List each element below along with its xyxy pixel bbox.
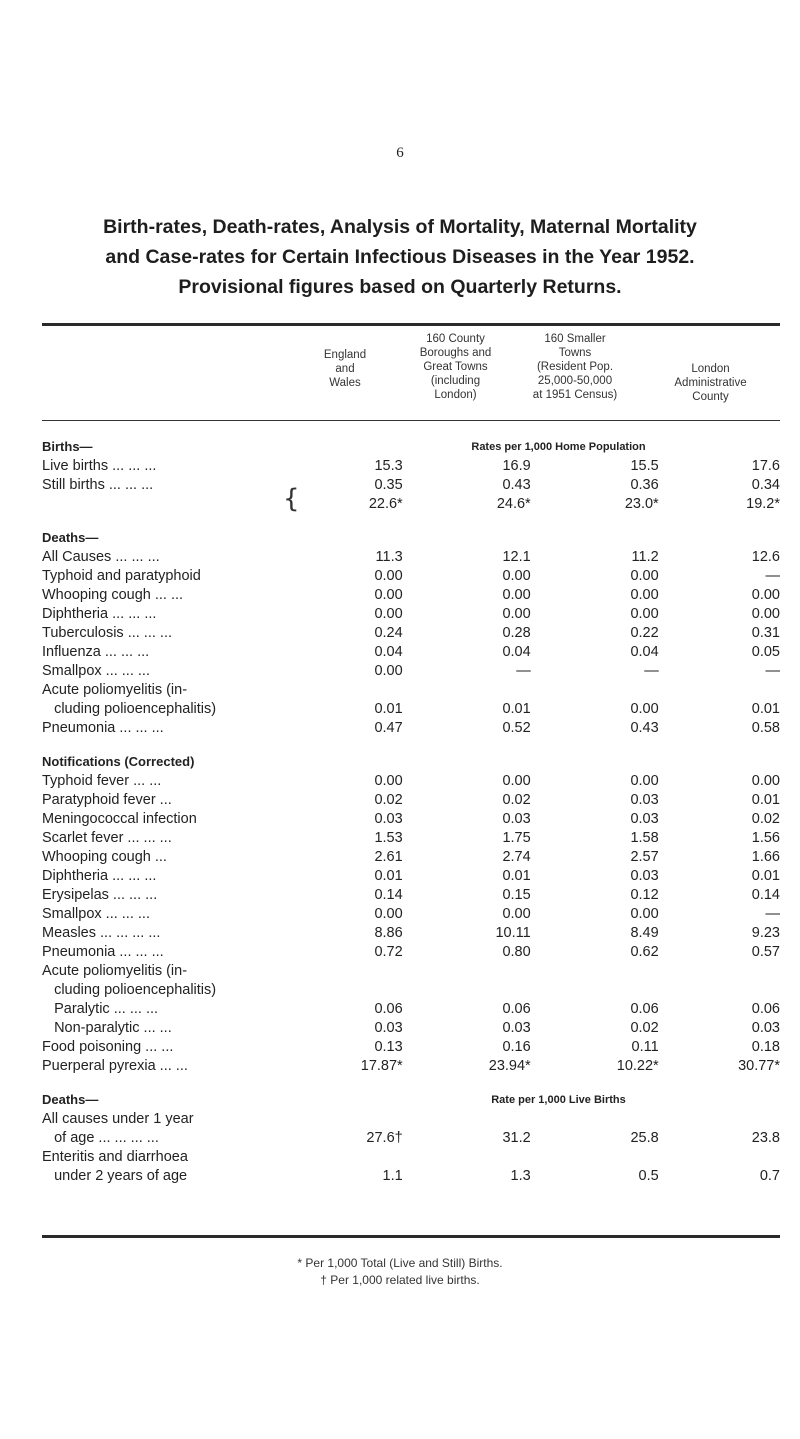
cell-col-4: 0.18	[751, 1039, 780, 1055]
cell-col-4: 0.57	[751, 944, 780, 960]
header-line: London)	[434, 389, 477, 401]
cell-col-2: 10.11	[495, 925, 531, 941]
cell-col-2: 1.75	[502, 830, 531, 846]
cell-col-1: 0.02	[374, 792, 403, 808]
header-line: Boroughs and	[419, 347, 492, 359]
cell-col-1: 27.6†	[366, 1130, 403, 1146]
row-label: Smallpox ... ... ...	[42, 906, 150, 922]
cell-col-2: 23.94*	[488, 1058, 531, 1074]
row-label: cluding polioencephalitis)	[42, 701, 217, 717]
header-line: Administrative	[674, 377, 747, 389]
table-row	[42, 847, 780, 866]
row-label: Puerperal pyrexia ... ...	[42, 1058, 188, 1074]
cell-col-3: 0.00	[630, 701, 659, 717]
cell-col-2: 0.28	[502, 625, 531, 641]
cell-col-3: 25.8	[630, 1130, 659, 1146]
column-header-county-boroughs	[398, 320, 513, 402]
row-label: under 2 years of age	[42, 1168, 188, 1184]
cell-col-1: 0.03	[374, 1020, 403, 1036]
cell-col-4	[699, 680, 780, 699]
section-heading: Births—	[42, 439, 93, 454]
cell-col-1: 0.04	[374, 644, 403, 660]
cell-col-3: 0.03	[630, 811, 659, 827]
cell-col-4: 12.6	[751, 549, 780, 565]
table-row	[42, 718, 780, 737]
cell-col-1	[337, 1147, 443, 1166]
row-label: Scarlet fever ... ... ...	[42, 830, 172, 846]
section-row-infant-deaths	[42, 1083, 780, 1109]
cell-col-1: 17.87*	[360, 1058, 403, 1074]
cell-col-4: 19.2*	[746, 496, 780, 512]
cell-col-1	[337, 961, 443, 980]
column-header-london	[638, 362, 783, 404]
cell-col-1: 0.03	[374, 811, 403, 827]
table-row	[42, 961, 780, 980]
cell-col-3: 0.06	[630, 1001, 659, 1017]
cell-col-1: 0.00	[374, 606, 403, 622]
table-row	[42, 680, 780, 699]
cell-col-4: 1.66	[751, 849, 780, 865]
cell-col-1: 11.3	[375, 549, 403, 565]
cell-col-4: 1.56	[751, 830, 780, 846]
header-line: at 1951 Census)	[532, 389, 618, 401]
row-label: Paralytic ... ... ...	[42, 1001, 159, 1017]
cell-col-2: 16.9	[502, 458, 531, 474]
cell-col-3: 0.03	[630, 792, 659, 808]
cell-col-2: 0.16	[502, 1039, 531, 1055]
cell-col-1: 1.1	[382, 1168, 403, 1184]
cell-col-4: 17.6	[751, 458, 780, 474]
cell-col-3: 0.00	[630, 587, 659, 603]
cell-col-2: 0.03	[502, 1020, 531, 1036]
page-number: 6	[396, 145, 404, 161]
row-label: Live births ... ... ...	[42, 458, 157, 474]
cell-col-3: 15.5	[630, 458, 659, 474]
table-row	[42, 980, 780, 999]
deaths-group	[42, 547, 780, 745]
cell-col-3	[571, 1147, 699, 1166]
row-label: Typhoid fever ... ...	[42, 773, 162, 789]
header-line: England	[323, 349, 367, 361]
row-label: Enteritis and diarrhoea	[42, 1149, 188, 1165]
cell-col-4: 0.01	[751, 792, 780, 808]
table-row	[42, 828, 780, 847]
cell-col-2: 12.1	[502, 549, 531, 565]
cell-col-1	[337, 680, 443, 699]
cell-col-1: 0.72	[374, 944, 403, 960]
cell-col-4: 0.00	[751, 587, 780, 603]
section-spacer	[42, 1075, 780, 1083]
table-row	[42, 771, 780, 790]
cell-col-4: —	[765, 568, 780, 584]
section-row-deaths	[42, 521, 780, 547]
header-line: Towns	[558, 347, 592, 359]
header-line: Wales	[329, 377, 361, 389]
header-line: 25,000-50,000	[537, 375, 613, 387]
row-label: Acute poliomyelitis (in-	[42, 682, 188, 698]
table-row	[42, 1037, 780, 1056]
table-row	[42, 585, 780, 604]
cell-col-2	[443, 1147, 571, 1166]
cell-col-3: 0.00	[630, 606, 659, 622]
cell-col-4	[699, 1147, 780, 1166]
row-label: Still births ... ... ...	[42, 477, 154, 493]
row-label: All Causes ... ... ...	[42, 549, 160, 565]
row-label: Measles ... ... ... ...	[42, 925, 161, 941]
cell-col-3: 11.2	[631, 549, 659, 565]
cell-col-1: 0.06	[374, 1001, 403, 1017]
section-heading: Deaths—	[42, 530, 99, 545]
row-label: Diphtheria ... ... ...	[42, 606, 157, 622]
cell-col-3: 10.22*	[616, 1058, 659, 1074]
cell-col-3: —	[644, 663, 659, 679]
table-row	[42, 904, 780, 923]
footnote-dagger: † Per 1,000 related live births.	[320, 1273, 480, 1287]
cell-col-2	[443, 1109, 571, 1128]
title-line: Provisional figures based on Quarterly Returns.	[178, 276, 622, 298]
table-row	[42, 494, 780, 513]
cell-col-1: 0.35	[374, 477, 403, 493]
row-label: cluding polioencephalitis)	[42, 982, 217, 998]
cell-col-1: 0.00	[374, 587, 403, 603]
table-row	[42, 1166, 780, 1185]
cell-col-1: 0.24	[374, 625, 403, 641]
cell-col-4	[699, 1109, 780, 1128]
notifications-group	[42, 771, 780, 1083]
cell-col-3	[571, 1109, 699, 1128]
cell-col-2: 0.43	[502, 477, 531, 493]
table-row	[42, 809, 780, 828]
cell-col-4: 0.01	[751, 868, 780, 884]
row-label: Tuberculosis ... ... ...	[42, 625, 173, 641]
cell-col-4: 0.00	[751, 773, 780, 789]
row-label: All causes under 1 year	[42, 1111, 194, 1127]
cell-col-2: 0.00	[502, 906, 531, 922]
table-row	[42, 456, 780, 475]
cell-col-1: 8.86	[374, 925, 403, 941]
header-line: Great Towns	[423, 361, 488, 373]
header-line: (including	[430, 375, 481, 387]
cell-col-4	[699, 961, 780, 980]
cell-col-2: 0.00	[502, 773, 531, 789]
title-line: and Case-rates for Certain Infectious Diseases in the Year 1952.	[105, 246, 695, 268]
cell-col-2: 0.03	[502, 811, 531, 827]
cell-col-2: 24.6*	[496, 496, 531, 512]
table-row	[42, 1018, 780, 1037]
table-row	[42, 1056, 780, 1075]
statistics-table	[42, 430, 780, 1193]
table-row	[42, 642, 780, 661]
row-label: Pneumonia ... ... ...	[42, 944, 164, 960]
section-row-births	[42, 430, 780, 456]
cell-col-2	[443, 980, 571, 999]
cell-col-3: 0.00	[630, 906, 659, 922]
cell-col-3: 2.57	[630, 849, 659, 865]
row-label: Non-paralytic ... ...	[42, 1020, 172, 1036]
cell-col-2: 0.00	[502, 606, 531, 622]
cell-col-3: 23.0*	[624, 496, 659, 512]
cell-col-4: 30.77*	[738, 1058, 780, 1074]
cell-col-4: 0.34	[751, 477, 780, 493]
rate-basis-label: Rate per 1,000 Live Births	[491, 1094, 626, 1106]
rate-basis-label: Rates per 1,000 Home Population	[471, 441, 646, 453]
row-label: Diphtheria ... ... ...	[42, 868, 157, 884]
cell-col-1: 15.3	[374, 458, 403, 474]
cell-col-4: —	[765, 906, 780, 922]
section-heading: Notifications (Corrected)	[42, 754, 195, 769]
cell-col-4: 0.14	[751, 887, 780, 903]
cell-col-2: 0.04	[502, 644, 531, 660]
table-row	[42, 1128, 780, 1147]
cell-col-4: 9.23	[751, 925, 780, 941]
table-row	[42, 942, 780, 961]
cell-col-1: 1.53	[374, 830, 403, 846]
cell-col-1	[337, 1109, 443, 1128]
table-row	[42, 699, 780, 718]
cell-col-3: 0.03	[630, 868, 659, 884]
document-title	[30, 212, 770, 302]
cell-col-2: 0.80	[502, 944, 531, 960]
title-line: Birth-rates, Death-rates, Analysis of Mortality, Maternal Mortality	[103, 216, 697, 238]
cell-col-4: —	[765, 663, 780, 679]
table-row	[42, 566, 780, 585]
cell-col-2: 0.01	[502, 701, 531, 717]
header-line: (Resident Pop.	[536, 361, 614, 373]
row-label: Pneumonia ... ... ...	[42, 720, 164, 736]
cell-col-2: 0.01	[502, 868, 531, 884]
table-row	[42, 623, 780, 642]
row-label: of age ... ... ... ...	[42, 1130, 159, 1146]
table-row	[42, 1147, 780, 1166]
cell-col-2	[443, 680, 571, 699]
cell-col-3	[571, 980, 699, 999]
births-group	[42, 456, 780, 521]
row-label: Typhoid and paratyphoid	[42, 568, 201, 584]
cell-col-2: 0.00	[502, 587, 531, 603]
footnote-asterisk: * Per 1,000 Total (Live and Still) Births.	[297, 1256, 503, 1270]
cell-col-3: 0.43	[630, 720, 659, 736]
section-heading: Deaths—	[42, 1092, 99, 1107]
cell-col-2: 0.15	[502, 887, 531, 903]
cell-col-2: 2.74	[502, 849, 531, 865]
table-row	[42, 923, 780, 942]
cell-col-3: 0.02	[630, 1020, 659, 1036]
cell-col-3: 0.22	[630, 625, 659, 641]
cell-col-4: 0.05	[751, 644, 780, 660]
cell-col-3: 0.11	[631, 1039, 659, 1055]
cell-col-3: 8.49	[630, 925, 659, 941]
cell-col-3: 0.00	[630, 568, 659, 584]
still-births-brace: {	[283, 484, 300, 514]
cell-col-1: 0.01	[374, 701, 403, 717]
cell-col-1: 0.47	[374, 720, 403, 736]
cell-col-2	[443, 961, 571, 980]
cell-col-1: 0.00	[374, 773, 403, 789]
header-line: 160 Smaller	[544, 333, 606, 345]
row-label: Whooping cough ... ...	[42, 587, 184, 603]
row-label: Acute poliomyelitis (in-	[42, 963, 188, 979]
header-line: London	[691, 363, 730, 375]
table-row	[42, 1109, 780, 1128]
section-row-notifications	[42, 745, 780, 771]
cell-col-3: 0.04	[630, 644, 659, 660]
cell-col-3: 0.00	[630, 773, 659, 789]
table-row	[42, 475, 780, 494]
cell-col-3: 0.36	[630, 477, 659, 493]
header-line: County	[692, 391, 729, 403]
row-label: Smallpox ... ... ...	[42, 663, 150, 679]
cell-col-2: 1.3	[510, 1168, 531, 1184]
table-row	[42, 885, 780, 904]
cell-col-3: 0.5	[638, 1168, 659, 1184]
infant-deaths-group	[42, 1109, 780, 1193]
cell-col-1: 0.13	[374, 1039, 403, 1055]
cell-col-1: 0.14	[374, 887, 403, 903]
row-label: Whooping cough ...	[42, 849, 167, 865]
row-label: Paratyphoid fever ...	[42, 792, 172, 808]
column-header-smaller-towns	[515, 320, 635, 402]
cell-col-1: 0.00	[374, 906, 403, 922]
cell-col-1	[337, 980, 443, 999]
cell-col-1: 2.61	[374, 849, 403, 865]
row-label: Meningococcal infection	[42, 811, 197, 827]
cell-col-1: 22.6*	[368, 496, 403, 512]
cell-col-4: 0.58	[751, 720, 780, 736]
cell-col-4: 0.03	[751, 1020, 780, 1036]
cell-col-1: 0.01	[374, 868, 403, 884]
cell-col-4: 23.8	[751, 1130, 780, 1146]
cell-col-2: 0.52	[502, 720, 531, 736]
header-line: 160 County	[426, 333, 485, 345]
cell-col-4: 0.02	[751, 811, 780, 827]
table-row	[42, 999, 780, 1018]
cell-col-3: 0.12	[630, 887, 659, 903]
cell-col-3: 1.58	[630, 830, 659, 846]
cell-col-2: 0.00	[502, 568, 531, 584]
column-header-england-wales	[300, 348, 390, 390]
section-spacer	[42, 737, 780, 745]
cell-col-2: 0.06	[502, 1001, 531, 1017]
cell-col-4: 0.7	[759, 1168, 780, 1184]
cell-col-4: 0.01	[751, 701, 780, 717]
header-line: and	[335, 363, 355, 375]
table-row	[42, 547, 780, 566]
row-label: Food poisoning ... ...	[42, 1039, 174, 1055]
cell-col-2: —	[516, 663, 531, 679]
section-spacer	[42, 513, 780, 521]
table-bottom-rule	[42, 1235, 780, 1238]
cell-col-1: 0.00	[374, 663, 403, 679]
row-label: Influenza ... ... ...	[42, 644, 150, 660]
cell-col-2: 0.02	[502, 792, 531, 808]
cell-col-4: 0.06	[751, 1001, 780, 1017]
cell-col-4: 0.00	[751, 606, 780, 622]
table-row	[42, 790, 780, 809]
table-row	[42, 866, 780, 885]
table-row	[42, 604, 780, 623]
section-spacer	[42, 1185, 780, 1193]
row-label: Erysipelas ... ... ...	[42, 887, 158, 903]
header-bottom-rule	[42, 420, 780, 421]
cell-col-4: 0.31	[751, 625, 780, 641]
table-row	[42, 661, 780, 680]
cell-col-3	[571, 680, 699, 699]
cell-col-3	[571, 961, 699, 980]
cell-col-2: 31.2	[502, 1130, 531, 1146]
cell-col-4	[699, 980, 780, 999]
cell-col-3: 0.62	[630, 944, 659, 960]
cell-col-1: 0.00	[374, 568, 403, 584]
